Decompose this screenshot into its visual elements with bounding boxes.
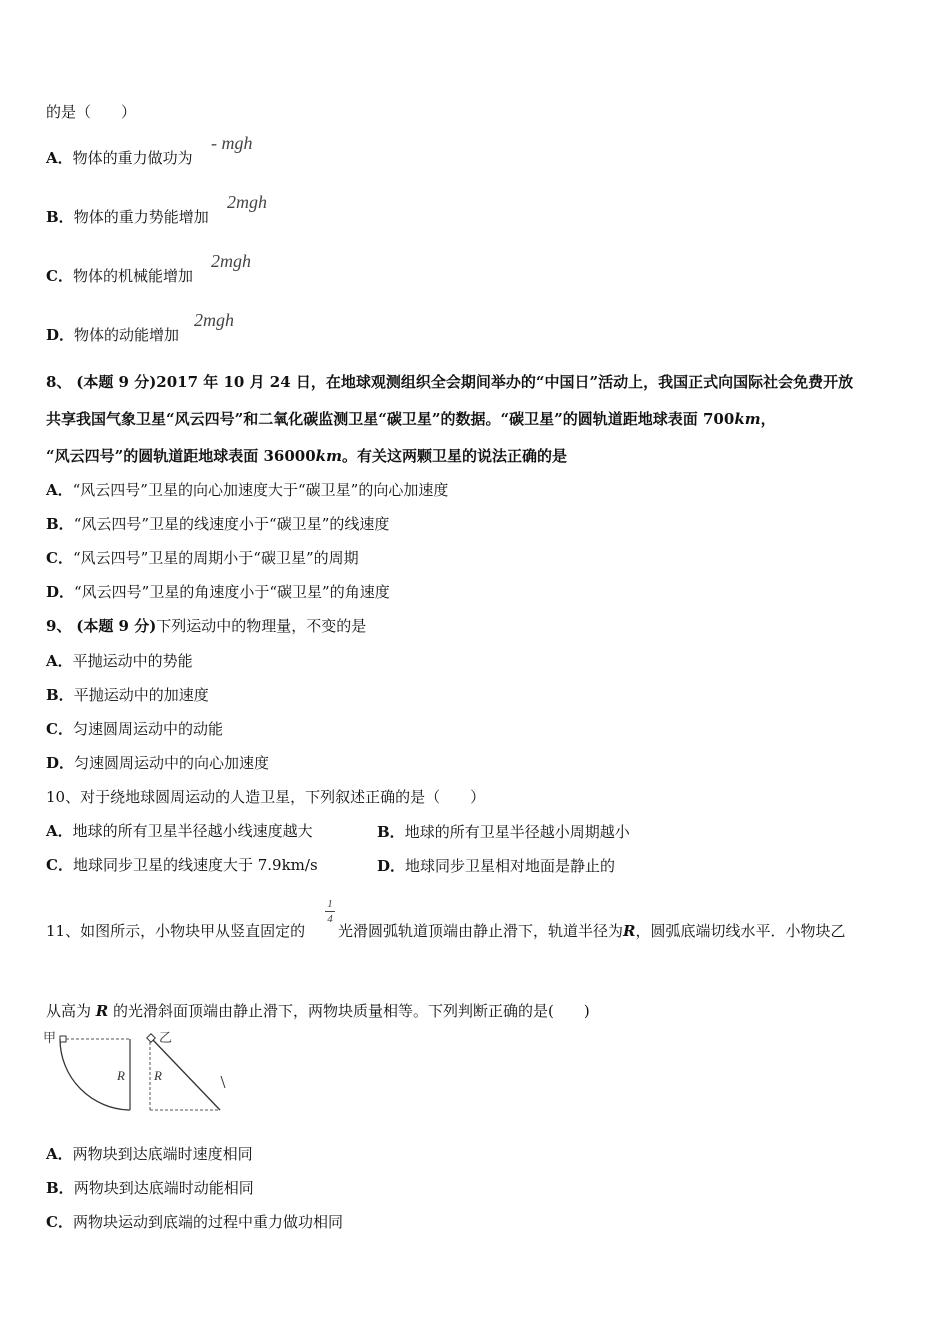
option-text: “风云四号”卫星的周期小于“碳卫星”的周期	[72, 549, 359, 567]
question-number: 8、	[46, 373, 72, 391]
figure-tick-mark	[221, 1076, 225, 1088]
option-text: 地球的所有卫星半径越小线速度越大	[72, 822, 313, 840]
q8-option-d	[46, 582, 390, 602]
fraction-denominator: 4	[327, 913, 333, 925]
option-label: C．	[46, 720, 73, 738]
option-text: 物体的重力做功为	[72, 149, 193, 167]
option-text: 平抛运动中的加速度	[73, 686, 209, 704]
option-label: D．	[46, 754, 75, 772]
q11-text: ，圆弧底端切线水平．小物块乙	[635, 922, 846, 940]
q11-line1-left: 11、如图所示，小物块甲从竖直固定的	[46, 922, 306, 940]
q10-option-c	[46, 855, 318, 875]
block-jia	[60, 1036, 66, 1042]
q8-line1	[46, 372, 853, 392]
option-label: D．	[377, 857, 406, 875]
q7-option-c	[46, 266, 193, 286]
q8-text: “风云四号”的圆轨道距地球表面 36000	[46, 447, 316, 465]
option-label: D．	[46, 583, 75, 601]
unit-km: km	[315, 447, 342, 465]
figure-label-yi: 乙	[159, 1030, 173, 1045]
option-text: “风云四号”卫星的向心加速度大于“碳卫星”的向心加速度	[72, 481, 449, 499]
q11-option-b	[46, 1178, 254, 1198]
incline-surface	[153, 1040, 220, 1110]
option-text: 地球同步卫星相对地面是静止的	[405, 857, 616, 875]
q11-text: 的光滑斜面顶端由静止滑下，两物块质量相等。下列判断正确的是( )	[113, 1002, 590, 1020]
q9-stem	[46, 616, 366, 636]
option-label: B．	[46, 208, 74, 226]
q7-option-b	[46, 207, 209, 227]
option-text: “风云四号”卫星的线速度小于“碳卫星”的线速度	[73, 515, 390, 533]
q11-fraction	[325, 898, 335, 925]
option-label: C．	[46, 1213, 73, 1231]
option-text: 两物块到达底端时动能相同	[73, 1179, 254, 1197]
q8-option-c	[46, 548, 359, 568]
question-number: 9、	[46, 617, 72, 635]
option-text: 地球同步卫星的线速度大于 7.9km/s	[72, 856, 318, 874]
q8-line3	[46, 446, 567, 466]
figure-label-r: R	[154, 1068, 162, 1083]
q7-stem-tail: 的是（ ）	[46, 103, 137, 121]
option-label: C．	[46, 549, 73, 567]
q11-line2	[46, 1001, 590, 1021]
figure-label-r: R	[117, 1068, 125, 1083]
q11-text: 光滑圆弧轨道顶端由静止滑下，轨道半径为	[338, 922, 624, 940]
fraction-numerator: 1	[327, 898, 333, 910]
option-text: 物体的重力势能增加	[73, 208, 209, 226]
q7-option-d	[46, 325, 179, 345]
q7-option-c-math: 2mgh	[211, 251, 251, 271]
q9-option-d	[46, 753, 269, 773]
q11-text: 从高为	[46, 1002, 92, 1020]
q8-text: ，	[760, 410, 776, 428]
q8-option-b	[46, 514, 389, 534]
option-text: 地球的所有卫星半径越小周期越小	[404, 823, 630, 841]
q10-option-d	[377, 855, 615, 876]
option-label: A．	[46, 822, 73, 840]
q7-option-d-math: 2mgh	[194, 310, 234, 330]
option-text: 匀速圆周运动中的动能	[72, 720, 223, 738]
unit-km: km	[734, 410, 761, 428]
q10-stem: 10、对于绕地球圆周运动的人造卫星，下列叙述正确的是（ ）	[46, 788, 486, 806]
q9-option-c	[46, 719, 223, 739]
option-label: B．	[46, 515, 74, 533]
q11-option-a	[46, 1144, 253, 1164]
option-text: 平抛运动中的势能	[72, 652, 193, 670]
question-score: (本题 9 分)	[76, 373, 157, 391]
q9-option-a	[46, 651, 193, 671]
option-text: 匀速圆周运动中的向心加速度	[74, 754, 270, 772]
option-label: C．	[46, 856, 73, 874]
q9-option-b	[46, 685, 209, 705]
q11-figure	[40, 1028, 240, 1116]
q7-option-b-math: 2mgh	[227, 192, 267, 212]
option-label: B．	[377, 823, 405, 841]
option-text: 物体的机械能增加	[72, 267, 193, 285]
figure-label-jia: 甲	[43, 1030, 57, 1045]
variable-r: R	[95, 1002, 109, 1020]
option-label: A．	[46, 481, 73, 499]
option-label: A．	[46, 149, 73, 167]
option-label: D．	[46, 326, 75, 344]
variable-r: R	[623, 922, 636, 940]
question-score: (本题 9 分)	[76, 617, 157, 635]
q8-text: 。有关这两颗卫星的说法正确的是	[341, 447, 567, 465]
fraction-bar	[325, 911, 335, 912]
option-text: 两物块到达底端时速度相同	[72, 1145, 253, 1163]
option-label: C．	[46, 267, 73, 285]
q8-line2	[46, 409, 776, 429]
option-label: A．	[46, 1145, 73, 1163]
option-label: A．	[46, 652, 73, 670]
option-text: “风云四号”卫星的角速度小于“碳卫星”的角速度	[74, 583, 390, 601]
q8-text: 共享我国气象卫星“风云四号”和二氧化碳监测卫星“碳卫星”的数据。“碳卫星”的圆轨道距地球表面 700	[46, 410, 735, 428]
q10-option-a	[46, 821, 313, 841]
option-text: 两物块运动到底端的过程中重力做功相同	[72, 1213, 343, 1231]
q11-line1-right	[338, 921, 846, 941]
q11-option-c	[46, 1212, 343, 1232]
q8-option-a	[46, 480, 448, 500]
q7-option-a-math: - mgh	[211, 133, 253, 153]
q10-option-b	[377, 821, 630, 842]
q9-text: 下列运动中的物理量，不变的是	[156, 617, 367, 635]
option-label: B．	[46, 1179, 74, 1197]
q8-text: 2017 年 10 月 24 日，在地球观测组织全会期间举办的“中国日”活动上，我国正式向国际社会免费开放	[156, 373, 854, 391]
option-label: B．	[46, 686, 74, 704]
option-text: 物体的动能增加	[74, 326, 180, 344]
q7-option-a	[46, 148, 193, 168]
